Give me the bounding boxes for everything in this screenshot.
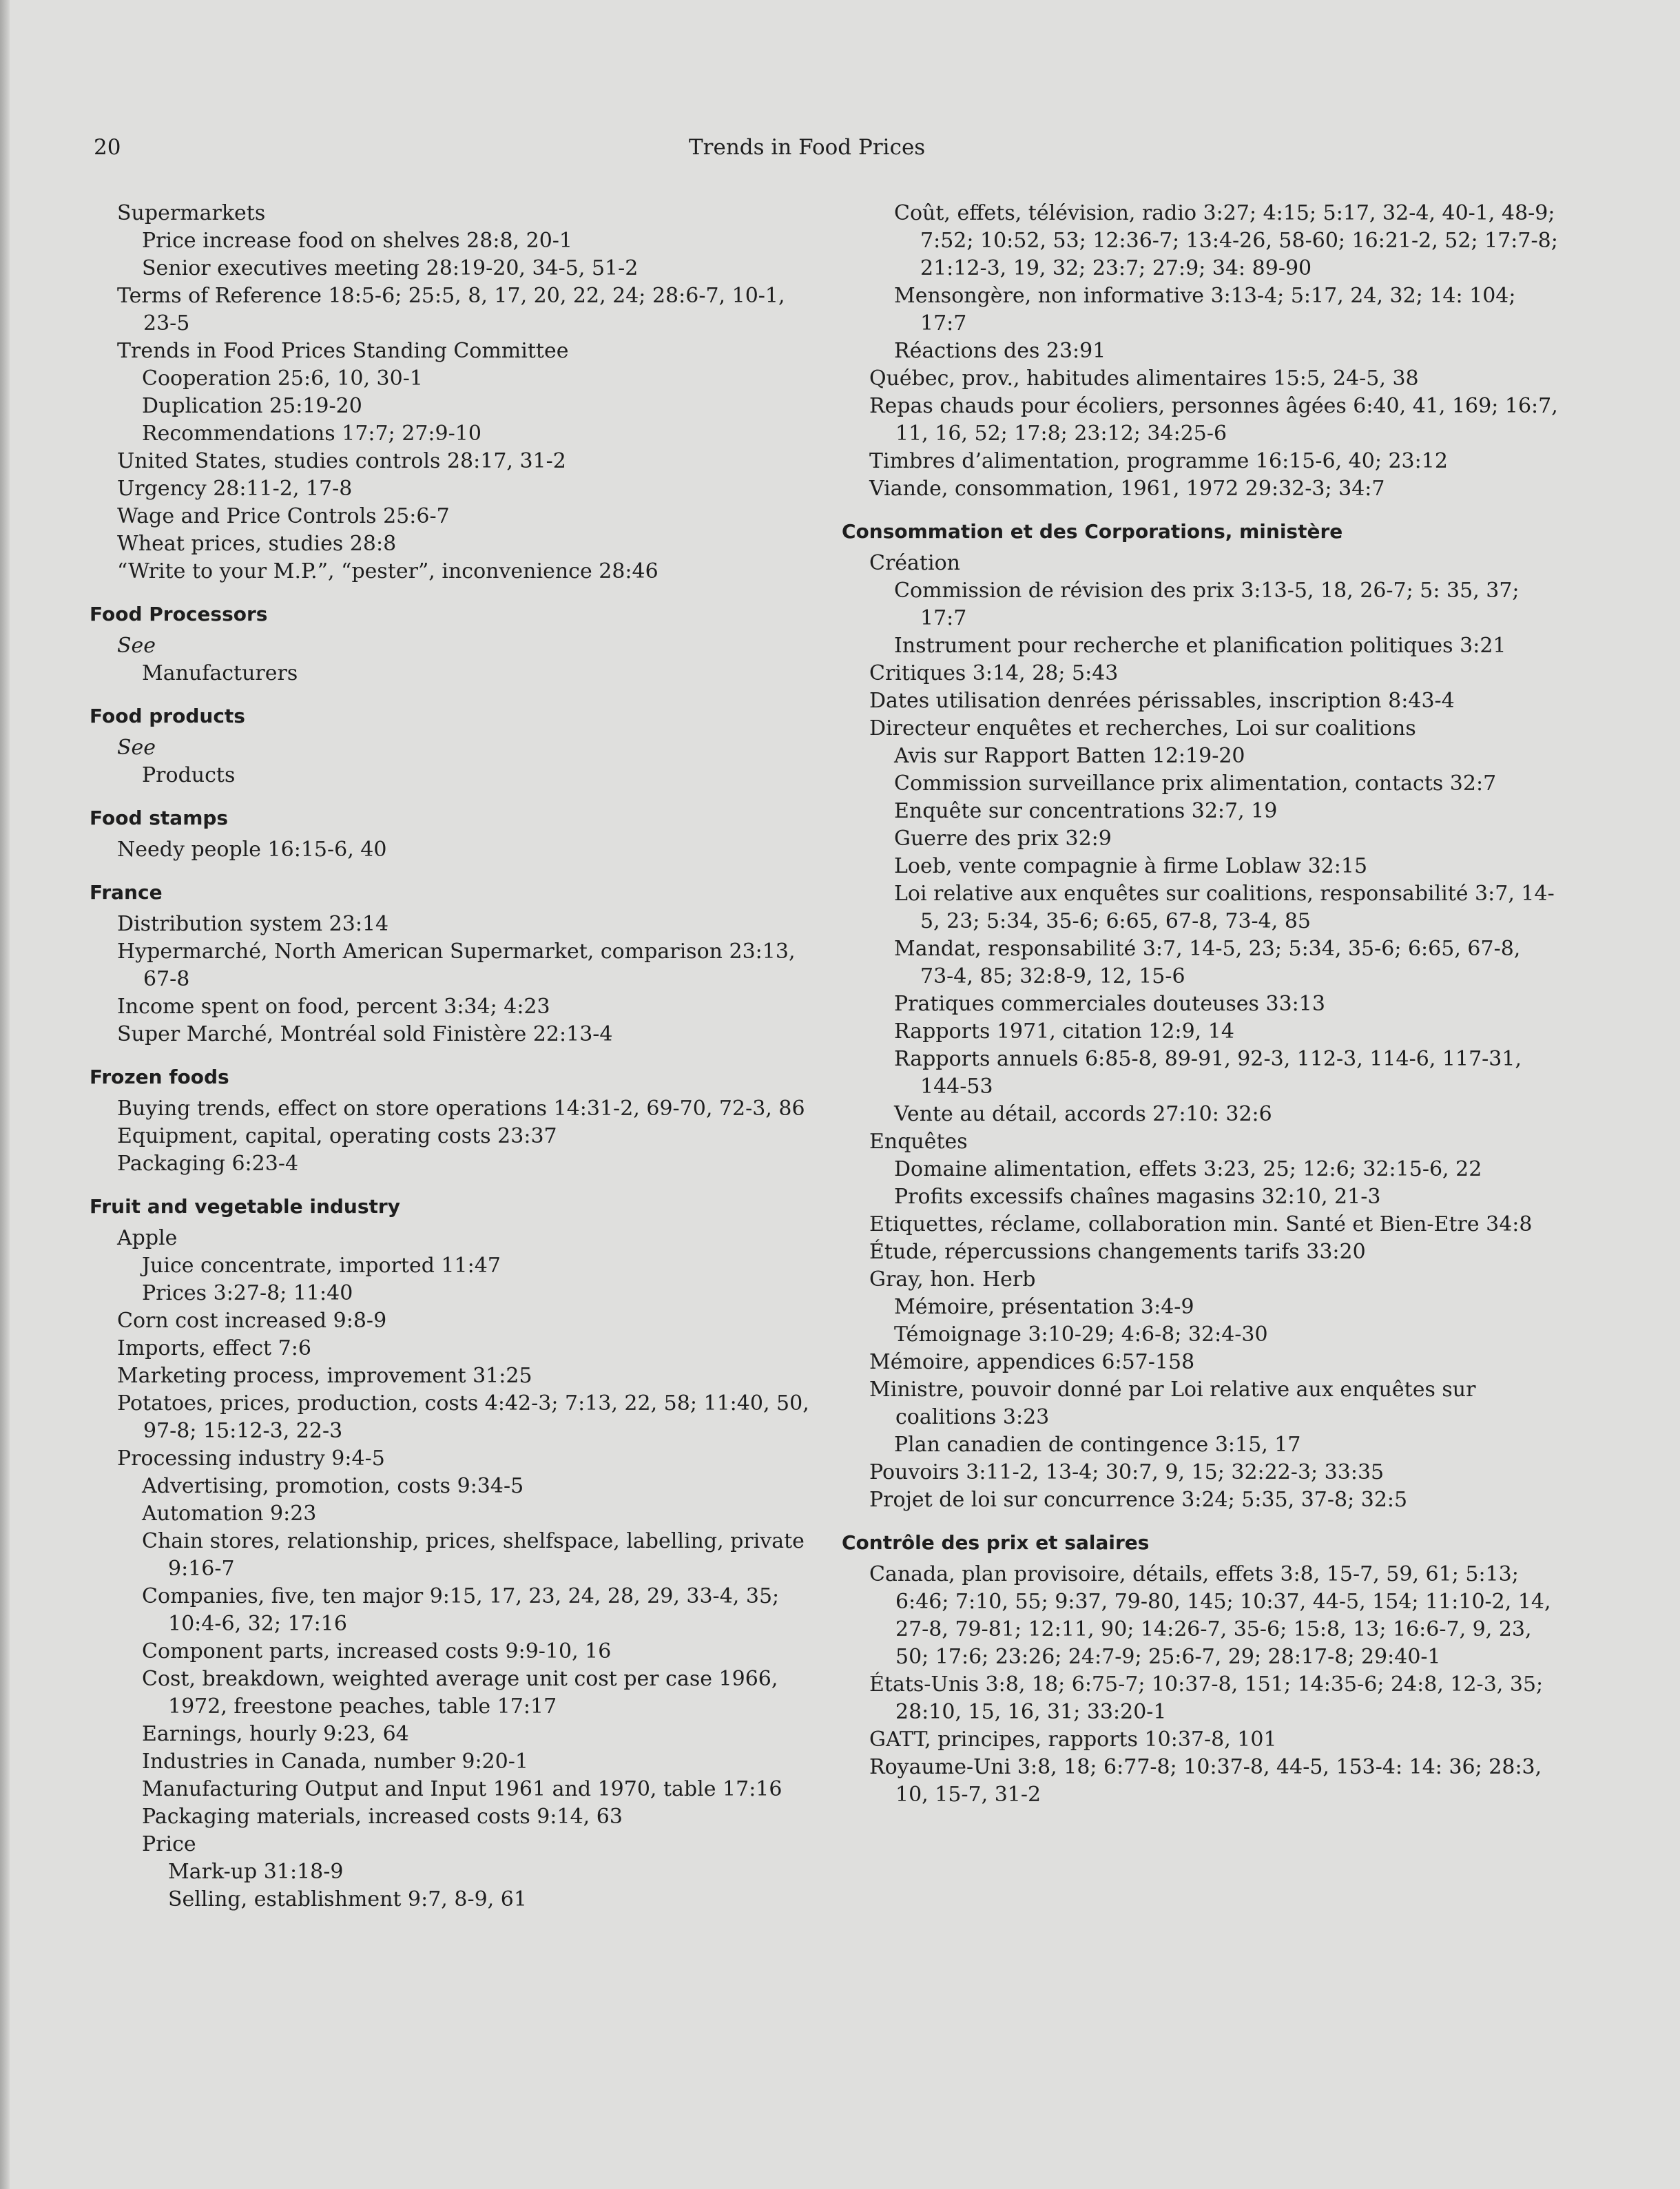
index-entry: United States, studies controls 28:17, 31-2	[117, 449, 566, 473]
index-entry: Recommendations 17:7; 27:9-10	[142, 422, 481, 446]
index-entry: Wage and Price Controls 25:6-7	[117, 504, 450, 528]
index-entry: Income spent on food, percent 3:34; 4:23	[117, 995, 550, 1019]
index-entry: Création	[869, 551, 960, 575]
index-entry: Viande, consommation, 1961, 1972 29:32-3; 34:7	[869, 477, 1385, 501]
index-entry: Dates utilisation denrées périssables, inscription 8:43-4	[869, 689, 1455, 713]
index-entry: Guerre des prix 32:9	[894, 827, 1112, 851]
index-entry: Avis sur Rapport Batten 12:19-20	[894, 744, 1245, 768]
index-entry: Prices 3:27-8; 11:40	[142, 1281, 353, 1305]
page-number: 20	[94, 135, 121, 160]
index-entry: Pratiques commerciales douteuses 33:13	[894, 992, 1325, 1016]
index-entry: Ministre, pouvoir donné par Loi relative aux enquêtes sur coalitions 3:23	[869, 1378, 1476, 1429]
index-entry: Mark-up 31:18-9	[168, 1860, 344, 1884]
index-entry: Loi relative aux enquêtes sur coalitions, responsabilité 3:7, 14-5, 23; 5:34, 35-6; 6:65, 67-8, 73-4, 85	[894, 882, 1555, 933]
index-entry: Cost, breakdown, weighted average unit cost per case 1966, 1972, freestone peaches, table 17:17	[142, 1667, 778, 1719]
index-entry: États-Unis 3:8, 18; 6:75-7; 10:37-8, 151; 14:35-6; 24:8, 12-3, 35; 28:10, 15, 16, 31; 33:20-1	[869, 1672, 1544, 1724]
index-entry: Automation 9:23	[142, 1502, 317, 1526]
index-entry: Packaging materials, increased costs 9:14, 63	[142, 1805, 623, 1829]
index-entry: Equipment, capital, operating costs 23:37	[117, 1124, 557, 1148]
index-entry: Cooperation 25:6, 10, 30-1	[142, 366, 423, 391]
index-entry: Hypermarché, North American Supermarket, comparison 23:13, 67-8	[117, 940, 796, 991]
index-entry: Supermarkets	[117, 201, 266, 225]
index-entry: Apple	[117, 1226, 178, 1250]
index-entry: Selling, establishment 9:7, 8-9, 61	[168, 1887, 527, 1911]
index-entry: Domaine alimentation, effets 3:23, 25; 12:6; 32:15-6, 22	[894, 1157, 1482, 1181]
index-heading: Fruit and vegetable industry	[90, 1195, 400, 1218]
index-entry: Vente au détail, accords 27:10: 32:6	[894, 1102, 1272, 1126]
index-entry: Témoignage 3:10-29; 4:6-8; 32:4-30	[894, 1322, 1268, 1347]
index-entry: Commission de révision des prix 3:13-5, 18, 26-7; 5: 35, 37; 17:7	[894, 579, 1520, 630]
index-entry: GATT, principes, rapports 10:37-8, 101	[869, 1728, 1277, 1752]
index-entry: Earnings, hourly 9:23, 64	[142, 1722, 409, 1746]
index-entry: Manufacturing Output and Input 1961 and 1970, table 17:16	[142, 1777, 782, 1801]
index-entry: Critiques 3:14, 28; 5:43	[869, 661, 1119, 685]
index-entry: Québec, prov., habitudes alimentaires 15:5, 24-5, 38	[869, 366, 1419, 391]
index-entry: Buying trends, effect on store operations 14:31-2, 69-70, 72-3, 86	[117, 1097, 805, 1121]
index-entry: Price	[142, 1832, 196, 1856]
index-entry: Enquête sur concentrations 32:7, 19	[894, 799, 1278, 823]
index-entry: “Write to your M.P.”, “pester”, inconvenience 28:46	[117, 559, 658, 583]
index-heading: Frozen foods	[90, 1066, 229, 1088]
index-heading: Contrôle des prix et salaires	[842, 1531, 1150, 1554]
page-header	[0, 132, 1680, 174]
index-entry: Industries in Canada, number 9:20-1	[142, 1750, 528, 1774]
index-entry: Pouvoirs 3:11-2, 13-4; 30:7, 9, 15; 32:22-3; 33:35	[869, 1460, 1385, 1484]
index-entry: Réactions des 23:91	[894, 339, 1106, 363]
index-entry: Distribution system 23:14	[117, 912, 389, 936]
index-entry: Mensongère, non informative 3:13-4; 5:17, 24, 32; 14: 104; 17:7	[894, 284, 1516, 335]
see-reference: See	[117, 634, 156, 658]
index-entry: Commission surveillance prix alimentation, contacts 32:7	[894, 771, 1497, 796]
index-entry: Terms of Reference 18:5-6; 25:5, 8, 17, 20, 22, 24; 28:6-7, 10-1, 23-5	[117, 284, 785, 335]
index-entry: Loeb, vente compagnie à firme Loblaw 32:15	[894, 854, 1368, 878]
index-entry: Projet de loi sur concurrence 3:24; 5:35, 37-8; 32:5	[869, 1488, 1408, 1512]
index-entry: Etiquettes, réclame, collaboration min. Santé et Bien-Etre 34:8	[869, 1212, 1533, 1236]
index-entry: Mémoire, appendices 6:57-158	[869, 1350, 1195, 1374]
index-heading: Food products	[90, 705, 245, 727]
index-entry: Profits excessifs chaînes magasins 32:10, 21-3	[894, 1185, 1381, 1209]
index-entry: Component parts, increased costs 9:9-10, 16	[142, 1639, 612, 1663]
index-entry: Mandat, responsabilité 3:7, 14-5, 23; 5:34, 35-6; 6:65, 67-8, 73-4, 85; 32:8-9, 12, 15-6	[894, 937, 1521, 988]
index-entry: Packaging 6:23-4	[117, 1152, 299, 1176]
see-reference: See	[117, 736, 156, 760]
index-entry: Wheat prices, studies 28:8	[117, 532, 397, 556]
index-entry: Plan canadien de contingence 3:15, 17	[894, 1433, 1301, 1457]
index-entry: Instrument pour recherche et planification politiques 3:21	[894, 634, 1506, 658]
page-edge	[0, 0, 10, 2189]
index-entry: Trends in Food Prices Standing Committee	[117, 339, 569, 363]
index-heading: Consommation et des Corporations, ministère	[842, 520, 1343, 543]
index-entry: Timbres d’alimentation, programme 16:15-6, 40; 23:12	[869, 449, 1448, 473]
index-column-left	[90, 200, 813, 1913]
index-entry: Price increase food on shelves 28:8, 20-1	[142, 229, 573, 253]
index-entry: Marketing process, improvement 31:25	[117, 1364, 532, 1388]
index-entry: Rapports 1971, citation 12:9, 14	[894, 1019, 1234, 1044]
index-entry: Enquêtes	[869, 1130, 968, 1154]
index-entry: Royaume-Uni 3:8, 18; 6:77-8; 10:37-8, 44-5, 153-4: 14: 36; 28:3, 10, 15-7, 31-2	[869, 1755, 1542, 1807]
index-entry: Super Marché, Montréal sold Finistère 22:13-4	[117, 1022, 613, 1046]
index-entry: Advertising, promotion, costs 9:34-5	[142, 1474, 524, 1498]
index-entry: Rapports annuels 6:85-8, 89-91, 92-3, 112-3, 114-6, 117-31, 144-53	[894, 1047, 1522, 1099]
index-entry: Urgency 28:11-2, 17-8	[117, 477, 353, 501]
index-entry: Senior executives meeting 28:19-20, 34-5, 51-2	[142, 256, 639, 280]
index-entry: Gray, hon. Herb	[869, 1267, 1036, 1291]
running-title: Trends in Food Prices	[689, 135, 926, 160]
index-entry: Repas chauds pour écoliers, personnes âgées 6:40, 41, 169; 16:7, 11, 16, 52; 17:8; 23:12; 34:25-6	[869, 394, 1558, 446]
index-entry: Imports, effect 7:6	[117, 1336, 311, 1360]
index-entry: Products	[142, 763, 236, 787]
index-column-right	[842, 200, 1558, 1809]
index-entry: Juice concentrate, imported 11:47	[142, 1254, 501, 1278]
index-entry: Processing industry 9:4-5	[117, 1446, 385, 1471]
index-entry: Directeur enquêtes et recherches, Loi sur coalitions	[869, 716, 1416, 740]
index-entry: Duplication 25:19-20	[142, 394, 362, 418]
index-heading: Food stamps	[90, 807, 229, 829]
index-entry: Potatoes, prices, production, costs 4:42-3; 7:13, 22, 58; 11:40, 50, 97-8; 15:12-3, 22-3	[117, 1391, 809, 1443]
index-entry: Chain stores, relationship, prices, shelfspace, labelling, private 9:16-7	[142, 1529, 805, 1581]
index-entry: Needy people 16:15-6, 40	[117, 838, 387, 862]
index-entry: Mémoire, présentation 3:4-9	[894, 1295, 1194, 1319]
index-heading: Food Processors	[90, 603, 268, 625]
index-entry: Companies, five, ten major 9:15, 17, 23, 24, 28, 29, 33-4, 35; 10:4-6, 32; 17:16	[142, 1584, 780, 1636]
index-entry: Étude, répercussions changements tarifs 33:20	[869, 1240, 1366, 1264]
index-entry: Canada, plan provisoire, détails, effets 3:8, 15-7, 59, 61; 5:13; 6:46; 7:10, 55; 9:37, 79-80, 145; 10:37, 44-5, 154; 11:10-2, 14, 27-8, 79-81; 12:11, 90; 14:26-7, 35-6; 15:8, 13; 16:6-7, 9, 23, 50; 17:6; 23:26; 24:7-9; 25:6-7, 29; 28:17-8; 29:40-1	[869, 1562, 1551, 1669]
index-entry: Corn cost increased 9:8-9	[117, 1309, 387, 1333]
index-heading: France	[90, 881, 163, 904]
index-entry: Manufacturers	[142, 661, 298, 685]
index-entry: Coût, effets, télévision, radio 3:27; 4:15; 5:17, 32-4, 40-1, 48-9; 7:52; 10:52, 53; 12:36-7; 13:4-26, 58-60; 16:21-2, 52; 17:7-8; 21:12-3, 19, 32; 23:7; 27:9; 34: 89-90	[894, 201, 1558, 280]
